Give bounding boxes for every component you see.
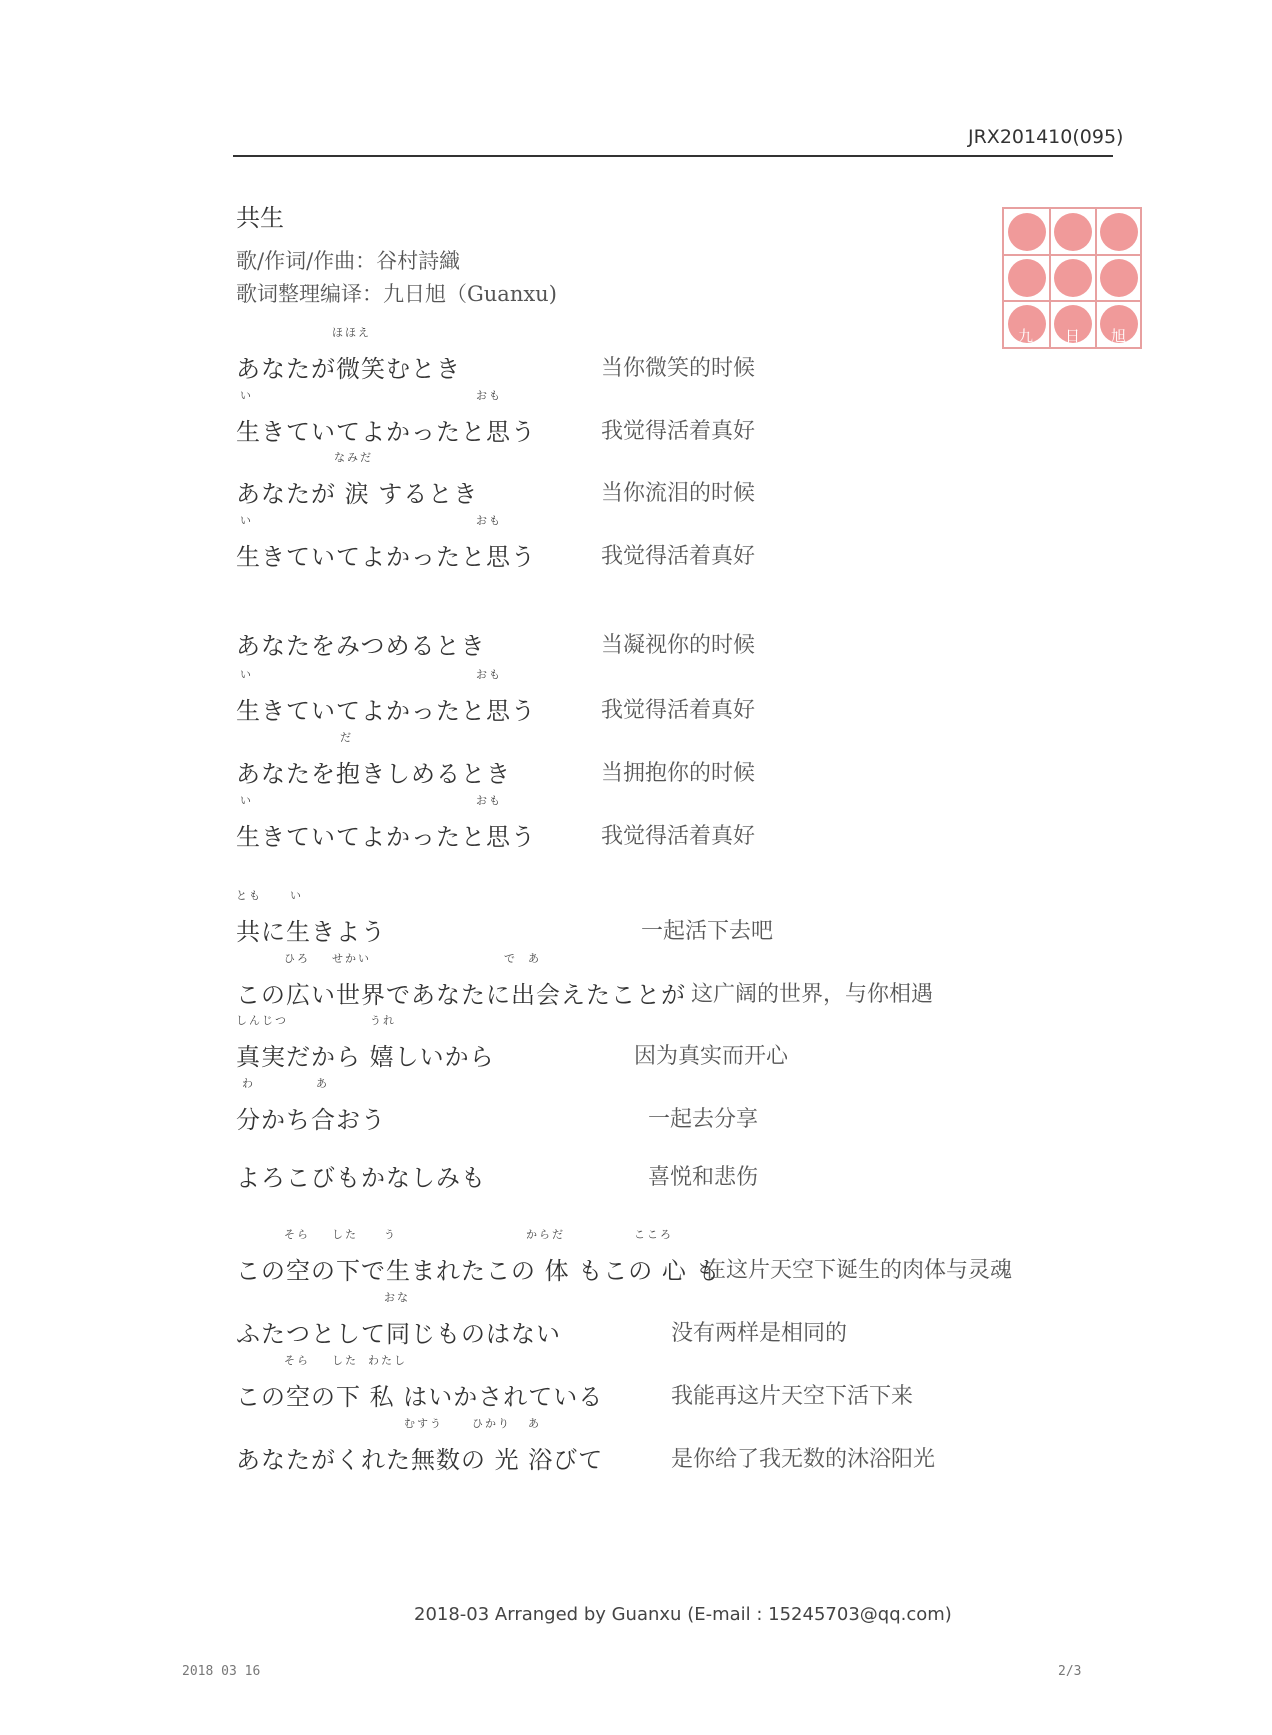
furigana: おも <box>476 514 502 527</box>
furigana: せかい <box>332 952 371 965</box>
lyric-line <box>236 1289 1096 1349</box>
furigana: おな <box>384 1291 410 1304</box>
lyric-line <box>236 1133 1096 1193</box>
seal-dot <box>1100 213 1138 251</box>
lyric-japanese: 生きていてよかったと思う <box>236 543 536 571</box>
lyric-chinese: 这广阔的世界，与你相遇 <box>691 982 934 1007</box>
furigana: した <box>332 1228 358 1241</box>
furigana: からだ <box>526 1228 565 1241</box>
lyric-japanese: 分かち合おう <box>236 1106 386 1134</box>
lyric-chinese: 没有两样是相同的 <box>671 1321 848 1346</box>
lyric-line <box>236 512 1096 572</box>
lyric-japanese: 生きていてよかったと思う <box>236 697 536 725</box>
furigana: い <box>290 889 303 902</box>
furigana: なみだ <box>334 451 373 464</box>
furigana: で <box>504 952 517 965</box>
furigana: こころ <box>634 1228 673 1241</box>
lyric-line <box>236 950 1096 1010</box>
furigana: い <box>240 668 253 681</box>
lyric-japanese: この空の下 私 はいかされている <box>236 1383 604 1411</box>
arranger-credit: 歌词整理编译：九日旭（Guanxu) <box>236 282 557 306</box>
lyric-line <box>236 792 1096 852</box>
lyric-japanese: あなたが 涙 するとき <box>236 480 479 508</box>
lyric-japanese: 生きていてよかったと思う <box>236 823 536 851</box>
furigana: した <box>332 1354 358 1367</box>
furigana: ひろ <box>284 952 310 965</box>
furigana: わ <box>242 1077 255 1090</box>
lyric-chinese: 当你流泪的时候 <box>601 481 756 506</box>
furigana: あ <box>528 1417 541 1430</box>
furigana: そら <box>284 1228 310 1241</box>
song-credit: 歌/作词/作曲：谷村詩織 <box>236 249 461 273</box>
lyric-japanese: あなたが微笑むとき <box>236 355 461 383</box>
furigana: うれ <box>370 1014 396 1027</box>
furigana: とも <box>236 889 262 902</box>
furigana: わたし <box>368 1354 407 1367</box>
seal-dot <box>1100 259 1138 297</box>
lyric-chinese: 我觉得活着真好 <box>601 544 756 569</box>
seal-dot <box>1054 259 1092 297</box>
furigana: ほほえ <box>332 326 371 339</box>
furigana: ひかり <box>472 1417 511 1430</box>
lyric-chinese: 我能再这片天空下活下来 <box>671 1384 914 1409</box>
furigana: う <box>384 1228 397 1241</box>
lyric-japanese: 真実だから 嬉しいから <box>236 1043 495 1071</box>
furigana: あ <box>528 952 541 965</box>
lyric-chinese: 当拥抱你的时候 <box>601 761 756 786</box>
lyric-chinese: 喜悦和悲伤 <box>648 1165 759 1190</box>
furigana: そら <box>284 1354 310 1367</box>
seal-char: 九 <box>1018 327 1034 345</box>
furigana: おも <box>476 389 502 402</box>
lyric-chinese: 我觉得活着真好 <box>601 698 756 723</box>
lyric-line <box>236 601 1096 661</box>
header-rule <box>233 155 1113 157</box>
lyric-japanese: ふたつとして同じものはない <box>236 1320 561 1348</box>
lyric-line <box>236 1352 1096 1412</box>
lyric-line <box>236 1415 1096 1475</box>
lyric-japanese: この広い世界であなたに出会えたことが <box>236 981 686 1009</box>
furigana: い <box>240 794 253 807</box>
lyric-chinese: 在这片天空下诞生的肉体与灵魂 <box>704 1258 1013 1283</box>
lyric-line <box>236 387 1096 447</box>
furigana: おも <box>476 794 502 807</box>
lyric-line <box>236 1226 1096 1286</box>
lyric-japanese: あなたを抱きしめるとき <box>236 760 511 788</box>
seal-dot <box>1008 259 1046 297</box>
lyric-chinese: 我觉得活着真好 <box>601 824 756 849</box>
lyric-line <box>236 666 1096 726</box>
lyric-chinese: 是你给了我无数的沐浴阳光 <box>671 1447 936 1472</box>
lyric-chinese: 当你微笑的时候 <box>601 356 756 381</box>
footer-date: 2018 03 16 <box>182 1664 261 1679</box>
seal-char: 日 <box>1065 327 1081 345</box>
lyric-line <box>236 449 1096 509</box>
furigana: おも <box>476 668 502 681</box>
lyric-line <box>236 1075 1096 1135</box>
lyric-line <box>236 729 1096 789</box>
furigana: い <box>240 389 253 402</box>
furigana: い <box>240 514 253 527</box>
lyric-line <box>236 887 1096 947</box>
lyric-chinese: 因为真实而开心 <box>634 1044 789 1069</box>
lyric-chinese: 我觉得活着真好 <box>601 419 756 444</box>
lyric-japanese: 共に生きよう <box>236 918 386 946</box>
lyric-line <box>236 324 1096 384</box>
furigana: しんじつ <box>236 1014 288 1027</box>
seal-dot <box>1008 213 1046 251</box>
lyric-japanese: あなたがくれた無数の 光 浴びて <box>236 1446 604 1474</box>
footer-arranged: 2018-03 Arranged by Guanxu (E-mail : 15245703@qq.com) <box>414 1604 952 1625</box>
footer-page: 2/3 <box>1058 1664 1082 1679</box>
lyric-chinese: 一起去分享 <box>648 1107 759 1132</box>
seal-char: 旭 <box>1111 327 1127 345</box>
furigana: あ <box>316 1077 329 1090</box>
furigana: だ <box>340 731 353 744</box>
lyric-japanese: 生きていてよかったと思う <box>236 418 536 446</box>
song-title: 共生 <box>236 204 284 232</box>
lyric-line <box>236 1012 1096 1072</box>
lyric-japanese: あなたをみつめるとき <box>236 632 486 660</box>
lyric-japanese: よろこびもかなしみも <box>236 1164 486 1192</box>
lyric-japanese: この空の下で生まれたこの 体 もこの 心 も <box>236 1257 721 1285</box>
furigana: むすう <box>404 1417 443 1430</box>
doc-code: JRX201410(095) <box>968 126 1124 148</box>
lyric-chinese: 一起活下去吧 <box>641 919 774 944</box>
lyric-chinese: 当凝视你的时候 <box>601 633 756 658</box>
seal-dot <box>1054 213 1092 251</box>
